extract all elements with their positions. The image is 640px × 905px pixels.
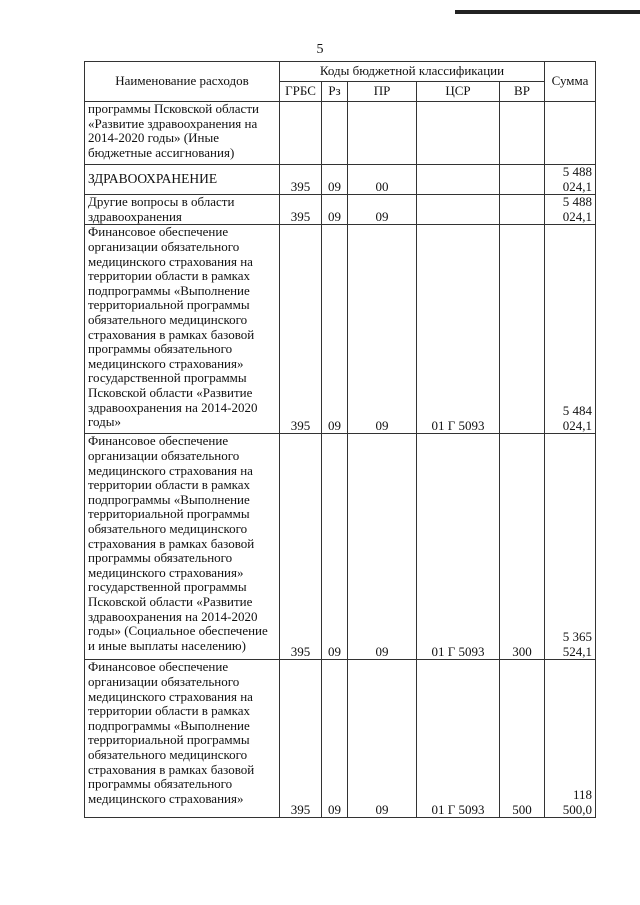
row-rz: 09: [322, 225, 348, 434]
table-row: [85, 102, 596, 165]
row-vr: [500, 225, 545, 434]
header-grbs: ГРБС: [280, 82, 322, 102]
row-csr: [417, 165, 500, 195]
row-grbs: 395: [280, 195, 322, 225]
row-sum: 5 365 524,1: [545, 434, 596, 660]
row-rz: 09: [322, 434, 348, 660]
table-row: [85, 225, 596, 434]
header-row-top: [85, 62, 596, 82]
row-rz: 09: [322, 195, 348, 225]
row-grbs: 395: [280, 660, 322, 818]
table-row: [85, 195, 596, 225]
budget-table: [84, 61, 596, 818]
row-grbs: [280, 102, 322, 165]
row-vr: [500, 195, 545, 225]
header-pr: ПР: [348, 82, 417, 102]
row-pr: 09: [348, 434, 417, 660]
row-rz: 09: [322, 660, 348, 818]
row-grbs: 395: [280, 165, 322, 195]
row-name: Финансовое обеспечение организации обязательного медицинского страхования на территории области в рамках подпрограммы «Выполнение территориальной программы обязательного медицинского страхования в рамках базовой программы обязательного медицинского страхования» государственной программы Псковской области «Развитие здравоохранения на 2014-2020 годы» (Социальное обеспечение и иные выплаты населению): [85, 434, 280, 660]
header-name: Наименование расходов: [85, 62, 280, 102]
table-row: [85, 660, 596, 818]
row-csr: [417, 195, 500, 225]
row-name: программы Псковской области «Развитие здравоохранения на 2014-2020 годы» (Иные бюджетные ассигнования): [85, 102, 280, 165]
row-pr: [348, 102, 417, 165]
row-sum: [545, 102, 596, 165]
table-row: [85, 165, 596, 195]
row-name: ЗДРАВООХРАНЕНИЕ: [85, 165, 280, 195]
row-sum: 5 488 024,1: [545, 165, 596, 195]
header-codes-group: Коды бюджетной классификации: [280, 62, 545, 82]
header-csr: ЦСР: [417, 82, 500, 102]
row-csr: [417, 102, 500, 165]
row-pr: 00: [348, 165, 417, 195]
header-rz: Рз: [322, 82, 348, 102]
row-pr: 09: [348, 225, 417, 434]
row-csr: 01 Г 5093: [417, 434, 500, 660]
table-row: [85, 434, 596, 660]
row-sum: 5 488 024,1: [545, 195, 596, 225]
row-csr: 01 Г 5093: [417, 660, 500, 818]
row-sum: 5 484 024,1: [545, 225, 596, 434]
header-vr: ВР: [500, 82, 545, 102]
row-grbs: 395: [280, 434, 322, 660]
row-csr: 01 Г 5093: [417, 225, 500, 434]
row-grbs: 395: [280, 225, 322, 434]
row-pr: 09: [348, 660, 417, 818]
row-vr: 500: [500, 660, 545, 818]
row-pr: 09: [348, 195, 417, 225]
row-name: Финансовое обеспечение организации обязательного медицинского страхования на территории области в рамках подпрограммы «Выполнение территориальной программы обязательного медицинского страхования в рамках базовой программы обязательного медицинского страхования» государственной программы Псковской области «Развитие здравоохранения на 2014-2020 годы»: [85, 225, 280, 434]
row-name: Другие вопросы в области здравоохранения: [85, 195, 280, 225]
row-vr: 300: [500, 434, 545, 660]
row-sum: 118 500,0: [545, 660, 596, 818]
row-vr: [500, 165, 545, 195]
page-number: 5: [316, 42, 324, 57]
top-edge-rule: [455, 10, 640, 14]
row-vr: [500, 102, 545, 165]
header-sum: Сумма: [545, 62, 596, 102]
row-rz: [322, 102, 348, 165]
row-rz: 09: [322, 165, 348, 195]
row-name: Финансовое обеспечение организации обязательного медицинского страхования на территории области в рамках подпрограммы «Выполнение территориальной программы обязательного медицинского страхования в рамках базовой программы обязательного медицинского страхования»: [85, 660, 280, 818]
